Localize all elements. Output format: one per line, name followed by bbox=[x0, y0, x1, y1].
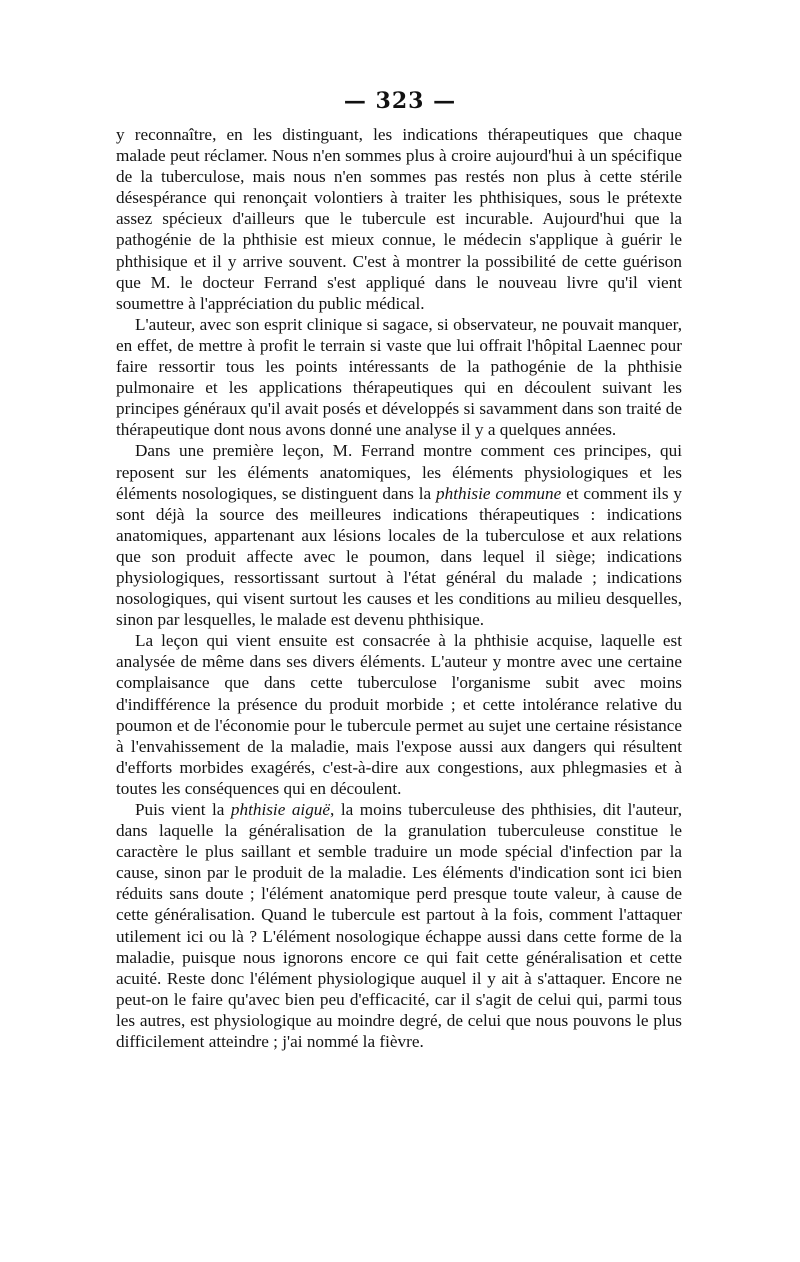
text-run: Dans une première leçon, M. Ferrand montre comment ces principes, qui reposent sur les éléments anatomiques, les éléments physiologiques et les éléments nosologiques, se distinguent dans la bbox=[116, 441, 682, 503]
text-run: y reconnaître, en les distinguant, les indications thérapeutiques que chaque malade peut réclamer. Nous n'en sommes plus à croire aujourd'hui à un spécifique de la tuberculose, mais nous n'en sommes pas restés non plus à cette stérile désespérance qui renonçait volontiers à traiter les phthisiques, sous le prétexte assez spécieux d'ailleurs que le tubercule est incurable. Aujourd'hui que la pathogénie de la phthisie est mieux connue, le médecin s'applique à guérir le phthisique et il y arrive souvent. C'est à montrer la possibilité de cette guérison que M. le docteur Ferrand s'est appliqué dans le nouveau livre qu'il vient soumettre à l'appréciation du public médical. bbox=[116, 125, 682, 313]
paragraph-1 bbox=[116, 124, 682, 314]
text-run: La leçon qui vient ensuite est consacrée à la phthisie acquise, laquelle est analysée de même dans ses divers éléments. L'auteur y montre avec une certaine complaisance que dans cette tuberculose l'organisme subit avec moins d'indifférence la présence du produit morbide ; et cette intolérance relative du poumon et de l'économie pour le tubercule permet au sujet une certaine résistance à l'envahissement de la maladie, mais l'expose aussi aux dangers qui résultent d'efforts morbides exagérés, c'est-à-dire aux congestions, aux phlegmasies et à toutes les conséquences qui en découlent. bbox=[116, 631, 682, 798]
paragraph-4 bbox=[116, 630, 682, 799]
paragraph-5 bbox=[116, 799, 682, 1052]
paragraph-2 bbox=[116, 314, 682, 441]
text-run: Puis vient la bbox=[135, 800, 231, 819]
italic-term: phthisie aiguë bbox=[230, 800, 331, 819]
body-text bbox=[116, 124, 682, 1052]
text-run: , la moins tuberculeuse des phthisies, dit l'auteur, dans laquelle la généralisation de la granulation tuberculeuse constitue le caractère le plus saillant et semble traduire un mode spécial d'infection par la cause, sinon par le produit de la maladie. Les éléments d'indication sont ici bien réduits sans doute ; l'élément anatomique perd presque toute valeur, à cause de cette généralisation. Quand le tubercule est partout à la fois, comment l'attaquer utilement ici ou là ? L'élément nosologique échappe aussi dans cette forme de la maladie, puisque nous ignorons encore ce qui fait cette généralisation et cette acuité. Reste donc l'élément physiologique auquel il y ait à s'attaquer. Encore ne peut-on le faire qu'avec bien peu d'efficacité, car il s'agit de celui qui, parmi tous les autres, est physiologique au moindre degré, de celui que nous pouvons le plus difficilement atteindre ; j'ai nommé la fièvre. bbox=[116, 800, 683, 1052]
italic-term: phthisie commune bbox=[436, 483, 562, 503]
page-number-header: — 323 — bbox=[343, 88, 457, 114]
text-run: L'auteur, avec son esprit clinique si sagace, si observateur, ne pouvait manquer, en effet, de mettre à profit le terrain si vaste que lui offrait l'hôpital Laennec pour faire ressortir tous les points intéressants de la pathogénie de la phthisie pulmonaire et les applications thérapeutiques qui en découlent suivant les principes généraux qu'il avait posés et développés si savamment dans son traité de thérapeutique dont nous avons donné une analyse il y a quelques années. bbox=[116, 314, 682, 440]
paragraph-3 bbox=[116, 440, 682, 630]
text-run: et comment ils y sont déjà la source des meilleures indications thérapeutiques : indications anatomiques, appartenant aux lésions locales de la tuberculose et aux relations que son produit affecte avec le poumon, dans lequel il siège; indications physiologiques, ressortissant surtout à l'état général du malade ; indications nosologiques, qui visent surtout les causes et les conditions au milieu desquelles, sinon par lesquelles, le malade est devenu phthisique. bbox=[116, 483, 682, 630]
